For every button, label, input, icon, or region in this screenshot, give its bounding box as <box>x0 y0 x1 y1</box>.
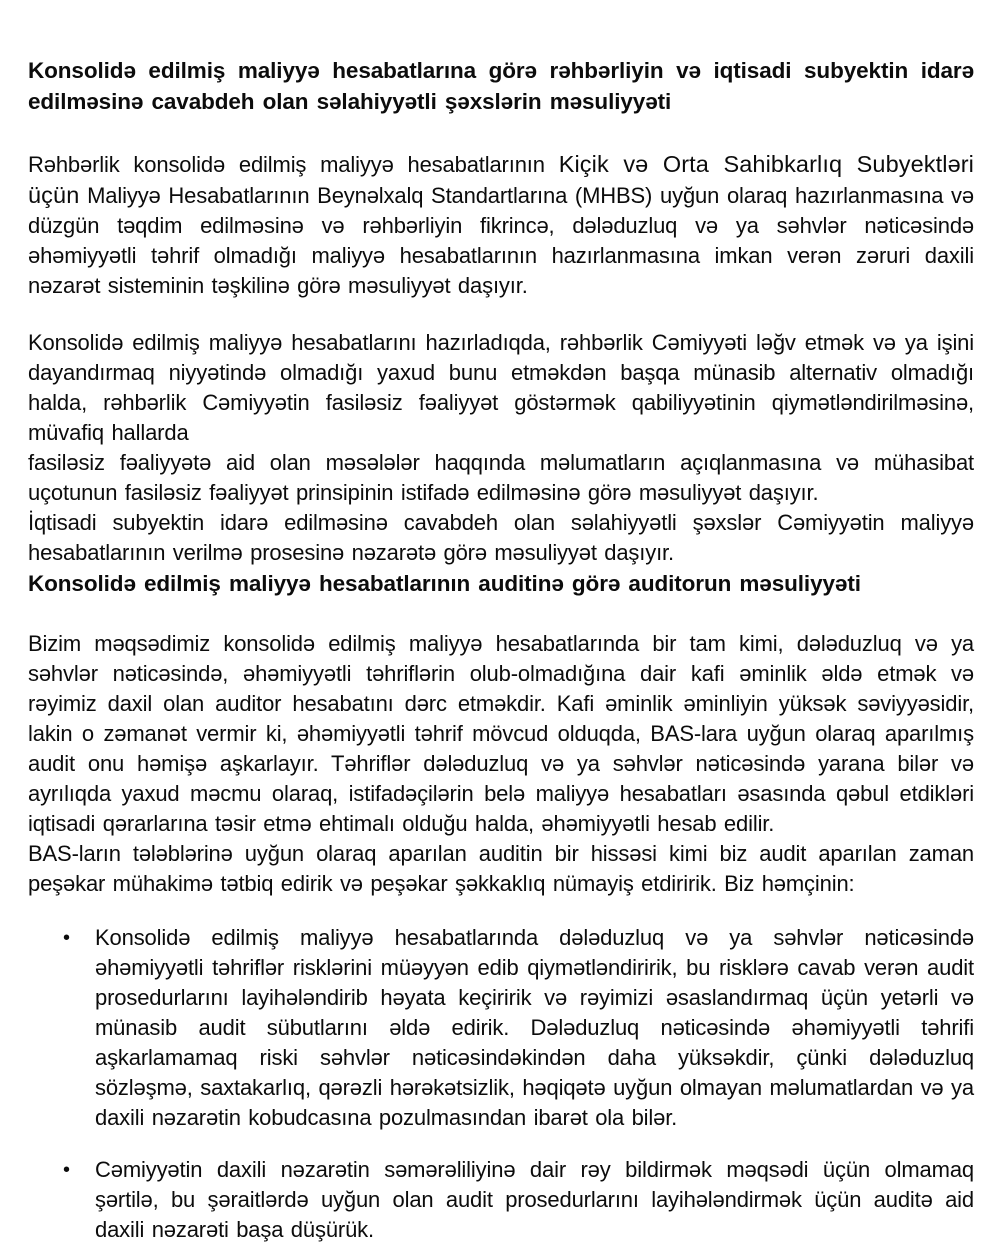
section-heading-management-responsibility: Konsolidə edilmiş maliyyə hesabatlarına görə rəhbərliyin və iqtisadi subyektin idarə edilməsinə cavabdeh olan səlahiyyətli şəxslərin məsuliyyəti <box>28 58 974 114</box>
paragraph-management-responsibility <box>28 149 974 301</box>
bullet-marker-icon: • <box>63 1159 70 1181</box>
paragraph-management-rest: Maliyyə Hesabatlarının Beynəlxalq Standartlarına (MHBS) uyğun olaraq hazırlanmasına və düzgün təqdim edilməsinə və rəhbərliyin fikrincə, dələduzluq və ya səhvlər nəticəsində əhəmiyyətli təhrif olmadığı maliyyə hesabatlarının hazırlanmasına imkan verən zəruri daxili nəzarət sisteminin təşkilinə görə məsuliyyət daşıyır. <box>28 183 974 298</box>
section-heading-auditor-responsibility: Konsolidə edilmiş maliyyə hesabatlarının auditinə görə auditorun məsuliyyəti <box>28 571 861 596</box>
bullet-text-internal-control: Cəmiyyətin daxili nəzarətin səmərəliliyinə dair rəy bildirmək məqsədi üçün olmamaq şərtilə, bu şəraitlərdə uyğun olan audit prosedurlarını layihələndirmək üçün auditə aid daxili nəzarəti başa düşürük. <box>95 1157 974 1242</box>
bullet-marker-icon: • <box>63 927 70 949</box>
audit-procedures-bullet-list <box>28 923 974 1245</box>
paragraph-bas-professional-judgment: BAS-ların tələblərinə uyğun olaraq aparılan auditin bir hissəsi kimi biz audit aparılan zaman peşəkar mühakimə tətbiq edirik və peşəkar şəkkaklıq nümayiş etdiririk. Biz həmçinin: <box>28 841 974 896</box>
bullet-item-internal-control <box>28 1155 974 1245</box>
paragraph-management-lead: Rəhbərlik konsolidə edilmiş maliyyə hesabatlarının <box>28 152 559 177</box>
paragraph-audit-objective: Bizim məqsədimiz konsolidə edilmiş maliyyə hesabatlarında bir tam kimi, dələduzluq və ya səhvlər nəticəsində, əhəmiyyətli təhriflərin olub-olmadığına dair kafi əminlik əldə etmək və rəyimiz daxil olan auditor hesabatını dərc etməkdir. Kafi əminlik əminliyin yüksək səviyyəsidir, lakin o zəmanət vermir ki, əhəmiyyətli təhrif mövcud olduqda, BAS-lara uyğun olaraq aparılmış audit onu həmişə aşkarlayır. Təhriflər dələduzluq və ya səhvlər nəticəsində yarana bilər və ayrılıqda yaxud məcmu olaraq, istifadəçilərin belə maliyyə hesabatları əsasında qəbul etdikləri iqtisadi qərarlarına təsir etmə ehtimalı olduğu halda, əhəmiyyətli hesab edilir. <box>28 631 974 836</box>
bullet-text-risk-assessment: Konsolidə edilmiş maliyyə hesabatlarında dələduzluq və ya səhvlər nəticəsində əhəmiyyətli təhriflər risklərini müəyyən edib qiymətləndiririk, bu risklərə cavab verən audit prosedurlarını layihələndirib həyata keçiririk və rəyimizi əsaslandırmaq üçün yetərli və münasib audit sübutlarını əldə edirik. Dələduzluq nəticəsində əhəmiyyətli təhrifi aşkarlamamaq riski səhvlər nəticəsindəkindən daha yüksəkdir, çünki dələduzluq sözləşmə, saxtakarlıq, qərəzli hərəkətsizlik, həqiqətə uyğun olmayan məlumatlardan və ya daxili nəzarətin kobudcasına pozulmasından ibarət ola bilər. <box>95 925 974 1130</box>
bullet-item-risk-assessment <box>28 923 974 1133</box>
paragraph-going-concern: Konsolidə edilmiş maliyyə hesabatlarını hazırladıqda, rəhbərlik Cəmiyyəti ləğv etmək və ya işini dayandırmaq niyyətində olmadığı yaxud bunu etməkdən başqa münasib alternativ olmadığı halda, rəhbərlik Cəmiyyətin fasiləsiz fəaliyyət göstərmək qabiliyyətinin qiymətləndirilməsinə, müvafiq hallarda <box>28 330 974 445</box>
paragraph-going-concern-disclosure: fasiləsiz fəaliyyətə aid olan məsələlər haqqında məlumatların açıqlanmasına və mühasibat uçotunun fasiləsiz fəaliyyət prinsipinin istifadə edilməsinə görə məsuliyyət daşıyır. <box>28 450 974 505</box>
paragraph-governance-oversight: İqtisadi subyektin idarə edilməsinə cavabdeh olan səlahiyyətli şəxslər Cəmiyyətin maliyyə hesabatlarının verilmə prosesinə nəzarətə görə məsuliyyət daşıyır. <box>28 510 974 565</box>
ifrs-for-smes-standard-name: Kiçik və Orta Sahibkarlıq Subyektləri üçün <box>28 151 974 208</box>
